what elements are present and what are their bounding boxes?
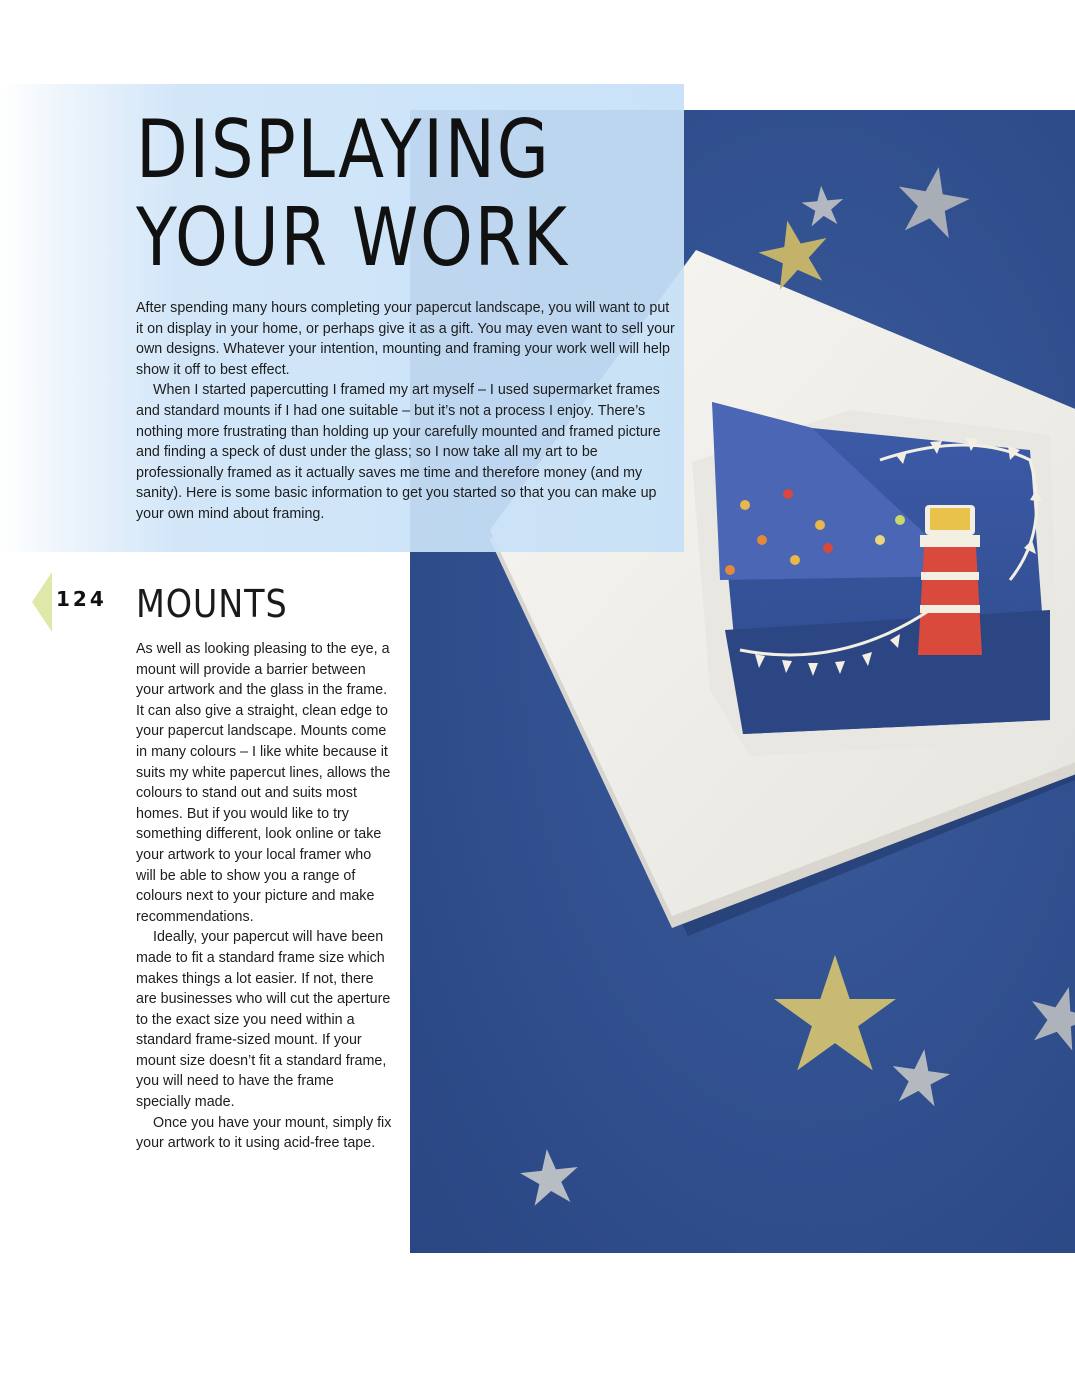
body-paragraph: Ideally, your papercut will have been made to fit a standard frame size which makes things a lot easier. If not, there are businesses who will cut the aperture to the exact size you need within a standard frame-sized mount. If your mount size doesn’t fit a standard frame, you will need to have the frame specially made. (136, 929, 391, 1111)
page-title: DISPLAYING YOUR WORK (136, 103, 569, 284)
intro-paragraph: After spending many hours completing your papercut landscape, you will want to put it on display in your home, or perhaps give it as a gift. You may even want to sell your own designs. Whatever your intention, mounting and framing your work well will help show it off to best effect. (136, 300, 675, 378)
section-body (136, 639, 392, 1154)
page-tab-marker (32, 572, 52, 632)
intro-paragraph: When I started papercutting I framed my art myself – I used supermarket frames and standard mounts if I had one suitable – but it’s not a process I enjoy. There’s nothing more frustrating than holding up your carefully mounted and framed picture and finding a speck of dust under the glass; so I now take all my art to be professionally framed as it actually saves me time and therefore money (and my sanity). Here is some basic information to get you started so that you can make up your own mind about framing. (136, 382, 661, 522)
body-paragraph: As well as looking pleasing to the eye, a mount will provide a barrier between your artwork and the glass in the frame. It can also give a straight, clean edge to your papercut landscape. Mounts come in many colours – I like white because it suits my white papercut lines, allows the colours to stand out and suits most homes. But if you would like to try something different, look online or take your artwork to your local framer who will be able to show you a range of colours next to your picture and make recommendations. (136, 641, 391, 925)
intro-text (136, 298, 676, 525)
body-paragraph: Once you have your mount, simply fix your artwork to it using acid-free tape. (136, 1114, 392, 1152)
page-number: 124 (56, 587, 107, 611)
section-heading: MOUNTS (136, 582, 288, 626)
papercut-artwork (712, 402, 1050, 734)
